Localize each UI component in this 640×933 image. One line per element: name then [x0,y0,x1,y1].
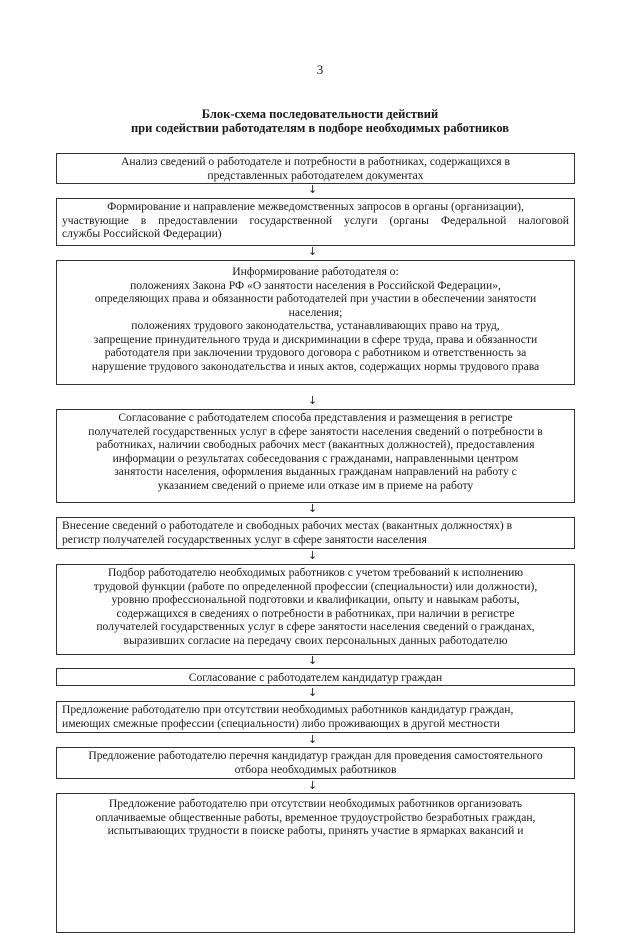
flow-arrow-down-icon: ↓ [308,549,318,562]
step-text-line: Информирование работодателя о: [232,265,399,278]
flow-arrow-down-icon: ↓ [308,654,318,667]
flow-arrow-down-icon: ↓ [308,183,318,196]
flow-step-candidate-list [56,747,575,779]
flow-step-agreement-registry [56,409,575,503]
flow-step-registry-entry [56,517,575,549]
step-text-line: населения; [288,305,343,319]
step-text-line: уровню профессиональной подготовки и квалификации, опыту и навыкам работы, [111,593,520,606]
title-line-1: Блок-схема последовательности действий [201,107,439,121]
step-text-line: запрещение принудительного труда и дискриминации в сфере труда, права и обязанности [93,332,538,346]
step-text-line: Внесение сведений о работодателе и свободных рабочих местах (вакантных должностях) в [62,519,513,532]
flow-arrow-down-icon: ↓ [308,733,318,746]
flow-step-employer-informing [56,260,575,385]
flow-arrow-down-icon: ↓ [308,779,318,792]
step-text-line: отбора необходимых работников [234,762,397,776]
step-text-line: Анализ сведений о работодателе и потребности в работниках, содержащихся в [121,155,510,168]
step-text-line: Согласование с работодателем способа представления и размещения в регистре [118,411,513,424]
step-text-line: Предложение работодателю при отсутствии необходимых работников кандидатур граждан, [62,703,514,716]
flow-arrow-down-icon: ↓ [308,394,318,407]
step-text-line: оплачиваемые общественные работы, временное трудоустройство безработных граждан, [95,810,536,824]
step-text-line: положениях Закона РФ «О занятости населения в Российской Федерации», [130,278,501,292]
step-text-line: работодателя при заключении трудового договора с работником и ответственность за [104,346,527,359]
flow-arrow-down-icon: ↓ [308,686,318,699]
step-text-line: Формирование и направление межведомственных запросов в органы (организации), [107,200,524,213]
step-text-line: Подбор работодателю необходимых работников с учетом требований к исполнению [107,566,524,579]
flow-step-candidate-approval [56,668,575,686]
step-text-line: регистр получателей государственных услуг в сфере занятости населения [62,532,427,546]
step-text-line: имеющих смежные профессии (специальности) либо проживающих в другой местности [62,716,500,730]
step-text-line: участвующие в предоставлении государственной услуги (органы Федеральной налоговой [62,213,569,227]
step-text-line: представленных работодателем документах [207,168,424,182]
step-text-line: работниках, наличии свободных рабочих мест (вакантных должностей), предоставления [96,438,535,451]
step-text-line: информации о результатах собеседования с гражданами, направленными центром [112,451,519,465]
flow-step-related-professions [56,701,575,733]
flow-arrow-down-icon: ↓ [308,502,318,515]
step-text-line: содержащихся в сведениях о потребности в работниках, при наличии в регистре [116,606,515,620]
step-text-line: испытывающих трудности в поиске работы, принять участие в ярмарках вакансий и [107,824,524,837]
flow-step-interagency-requests [56,198,575,246]
step-text-line: трудовой функции (работе по определенной профессии (специальности) или должности), [93,579,538,593]
step-text-line: Согласование с работодателем кандидатур граждан [188,671,443,684]
flow-arrow-down-icon: ↓ [308,245,318,258]
step-text-line: Предложение работодателю при отсутствии необходимых работников организовать [108,797,523,810]
title-line-2: при содействии работодателям в подборе необходимых работников [130,121,510,135]
step-text-line: службы Российской Федерации) [62,227,222,240]
step-text-line: определяющих права и обязанности работодателей при участии в обеспечении занятости [94,292,537,305]
step-text-line: выразивших согласие на передачу своих персональных данных работодателю [123,633,508,647]
step-text-line: получателей государственных услуг в сфере занятости населения сведений о гражданах, [96,620,535,633]
flow-step-analysis [56,153,575,184]
step-text-line: получателей государственных услуг в сфере занятости населения сведений о потребности в [88,424,543,438]
step-text-line: занятости населения, оформления выданных гражданам направлений на работу с [114,465,517,478]
flow-step-public-works [56,793,575,933]
step-text-line: указанием сведений о приеме или отказе им в приеме на работу [157,478,474,492]
flow-step-worker-selection [56,564,575,655]
step-text-line: Предложение работодателю перечня кандидатур граждан для проведения самостоятельного [88,749,543,762]
step-text-line: положениях трудового законодательства, устанавливающих право на труд, [131,319,500,332]
step-text-line: нарушение трудового законодательства и иных актов, содержащих нормы трудового права [91,359,540,373]
document-title [0,107,640,135]
page-number: 3 [316,62,324,77]
